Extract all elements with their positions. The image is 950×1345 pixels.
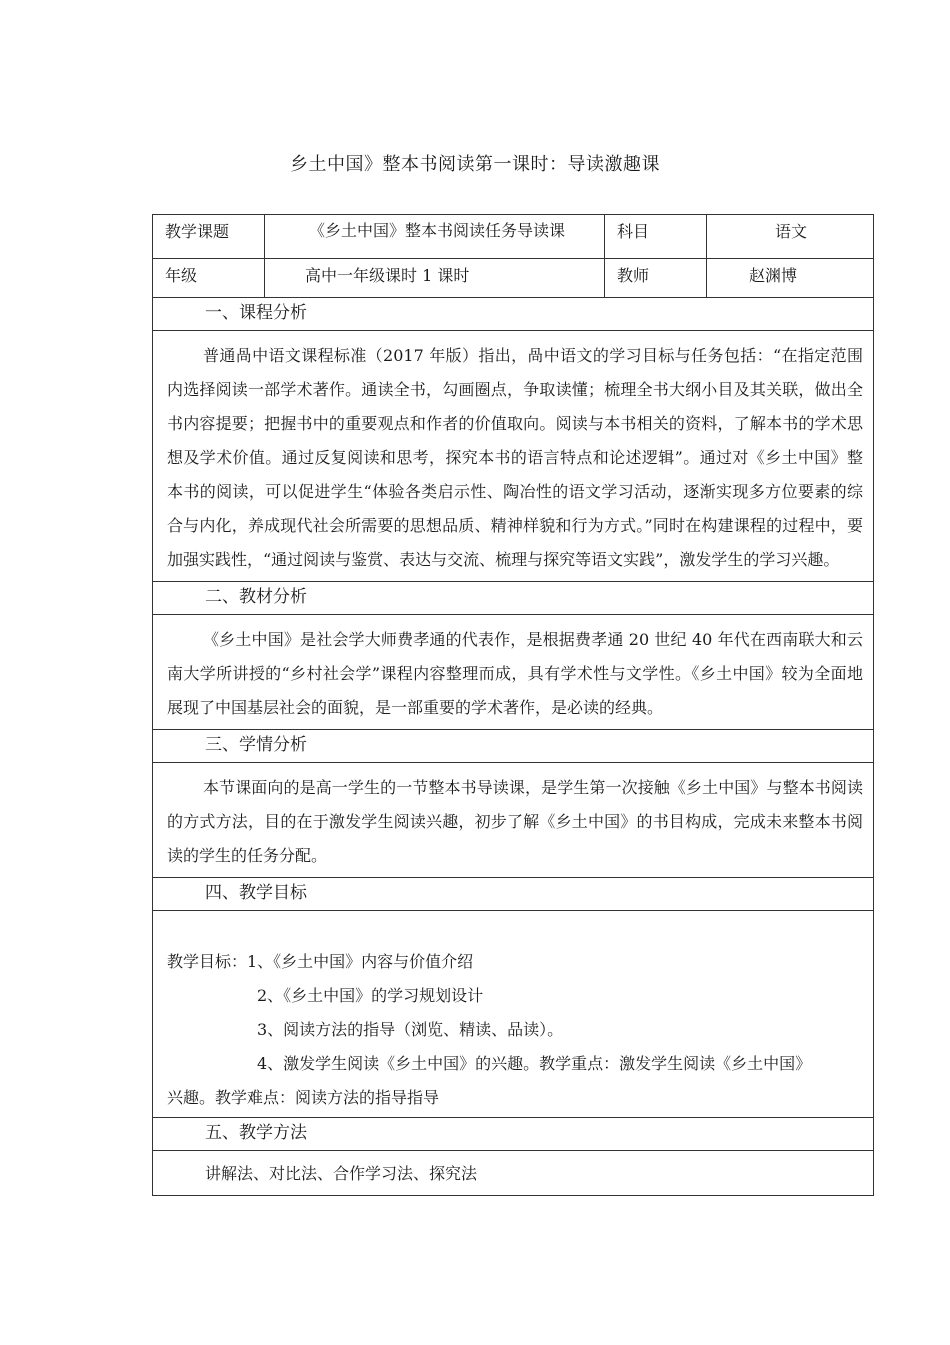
section-text: 本节课面向的是高一学生的一节整本书导读课，是学生第一次接触《乡土中国》与整本书阅读的方式方法，目的在于激发学生阅读兴趣，初步了解《乡土中国》的书目构成，完成未来整本书阅读的学生的任务分配。 [167,778,863,865]
section-course-body-row [153,331,874,582]
teacher-label-cell [605,259,707,298]
grade-value-cell [265,259,605,298]
subject-label: 科目 [617,222,650,241]
topic-value: 《乡土中国》整本书阅读任务导读课 [309,221,566,240]
goal-line-1: 教学目标：1、《乡土中国》内容与价值介绍 [167,952,474,971]
section-material-body-row [153,615,874,730]
grade-label: 年级 [165,266,198,285]
section-students-heading-row [153,730,874,763]
section-heading: 四、教学目标 [205,883,307,903]
header-row-grade [153,259,874,298]
section-methods-body-row [153,1151,874,1196]
topic-label-cell [153,215,265,259]
teacher-label: 教师 [617,266,650,285]
goal-line-3: 3、阅读方法的指导（浏览、精读、品读）。 [257,1020,564,1039]
section-students-body-row [153,763,874,878]
section-course-heading-row [153,298,874,331]
section-heading: 二、教材分析 [205,587,307,607]
goal-line-4: 4、激发学生阅读《乡土中国》的兴趣。教学重点：激发学生阅读《乡土中国》 [257,1054,812,1073]
goals-list [153,911,873,1117]
section-text: 普通咼中语文课程标准（2017 年版）指出，咼中语文的学习目标与任务包括：“在指定范围内选择阅读一部学术著作。通读全书，勾画圈点，争取读懂；梳理全书大纲小目及其关联，做出全书内容提要；把握书中的重要观点和作者的价值取向。阅读与本书相关的资料，了解本书的学术思想及学术价值。通过反复阅读和思考，探究本书的语言特点和论述逻辑”。通过对《乡土中国》整本书的阅读，可以促进学生“体验各类启示性、陶冶性的语文学习活动，逐渐实现多方位要素的综合与内化，养成现代社会所需要的思想品质、精神样貌和行为方式。”同时在构建课程的过程中，要加强实践性，“通过阅读与鉴赏、表达与交流、梳理与探究等语文实践”，激发学生的学习兴趣。 [167,346,863,569]
header-row-topic [153,215,874,259]
topic-value-cell [265,215,605,259]
section-methods-heading-row [153,1118,874,1151]
lesson-plan-table [152,214,874,1196]
section-goals-heading-row [153,878,874,911]
methods-text: 讲解法、对比法、合作学习法、探究法 [205,1164,478,1183]
section-heading: 三、学情分析 [205,735,307,755]
section-material-heading-row [153,582,874,615]
section-heading: 一、课程分析 [205,303,307,323]
goal-line-5: 兴趣。教学难点：阅读方法的指导指导 [167,1088,440,1107]
subject-label-cell [605,215,707,259]
teacher-value-cell [707,259,874,298]
section-goals-body-row [153,911,874,1118]
topic-label: 教学课题 [165,222,230,241]
goal-line-2: 2、《乡土中国》的学习规划设计 [257,986,484,1005]
section-text: 《乡土中国》是社会学大师费孝通的代表作，是根据费孝通 20 世纪 40 年代在西南联大和云南大学所讲授的“乡村社会学”课程内容整理而成，具有学术性与文学性。《乡土中国》较为全面地展现了中国基层社会的面貌，是一部重要的学术著作，是必读的经典。 [167,630,863,717]
teacher-value: 赵渊博 [749,266,798,285]
document-title: 乡土中国》整本书阅读第一课时：导读激趣课 [290,154,660,175]
grade-value: 高中一年级课时 1 课时 [305,266,470,285]
subject-value-cell [707,215,874,259]
grade-label-cell [153,259,265,298]
section-heading: 五、教学方法 [205,1123,307,1143]
subject-value: 语文 [774,222,807,241]
